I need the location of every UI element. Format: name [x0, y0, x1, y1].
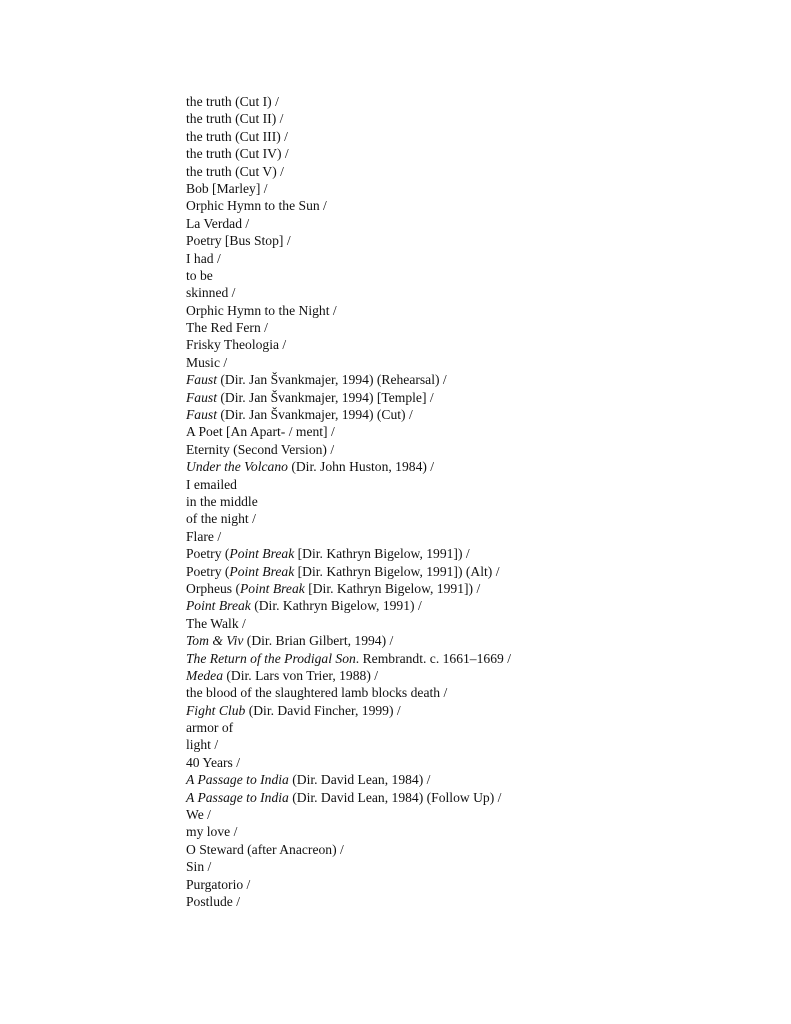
entry-text: A Poet [An Apart- / ment] / [186, 424, 335, 440]
contents-entry [186, 719, 511, 736]
entry-text: (Dir. Brian Gilbert, 1994) / [243, 633, 394, 649]
contents-entry [186, 650, 511, 667]
italic-title: Faust [186, 389, 217, 405]
entry-text: Music / [186, 354, 228, 370]
entry-text: (Dir. John Huston, 1984) / [287, 459, 435, 475]
italic-title: Point Break [186, 598, 251, 614]
contents-entry [186, 441, 511, 458]
entry-text: The Red Fern / [186, 320, 268, 336]
entry-text: [Dir. Kathryn Bigelow, 1991]) / [294, 546, 470, 562]
entry-text: the truth (Cut V) / [186, 163, 284, 179]
italic-title: Medea [186, 667, 223, 683]
entry-text: (Dir. David Fincher, 1999) / [245, 702, 401, 718]
contents-entry [186, 302, 511, 319]
contents-entry [186, 319, 511, 336]
contents-entry [186, 267, 511, 284]
contents-entry [186, 667, 511, 684]
italic-title: A Passage to India [186, 772, 289, 788]
italic-title: The Return of the Prodigal Son [186, 650, 356, 666]
contents-entry [186, 354, 511, 371]
entry-text: Postlude / [186, 893, 241, 909]
entry-text: the blood of the slaughtered lamb blocks death / [186, 685, 448, 701]
entry-text: of the night / [186, 511, 256, 527]
entry-text: to be [186, 267, 213, 283]
contents-entry [186, 789, 511, 806]
entry-text: Sin / [186, 859, 212, 875]
contents-entry [186, 406, 511, 423]
contents-entry [186, 806, 511, 823]
entry-text: (Dir. Jan Švankmajer, 1994) (Cut) / [216, 407, 413, 423]
entry-text: (Dir. David Lean, 1984) / [288, 772, 431, 788]
contents-entry [186, 754, 511, 771]
contents-entry [186, 493, 511, 510]
contents-entry [186, 597, 511, 614]
contents-list [186, 93, 511, 910]
contents-entry [186, 423, 511, 440]
contents-entry [186, 232, 511, 249]
contents-entry [186, 876, 511, 893]
contents-entry [186, 545, 511, 562]
contents-entry [186, 563, 511, 580]
contents-entry [186, 771, 511, 788]
contents-entry [186, 684, 511, 701]
entry-text: skinned / [186, 285, 236, 301]
italic-title: Tom & Viv [186, 633, 244, 649]
entry-text: Orphic Hymn to the Sun / [186, 198, 327, 214]
contents-entry [186, 336, 511, 353]
contents-entry [186, 858, 511, 875]
entry-text: O Steward (after Anacreon) / [186, 841, 344, 857]
entry-text: Poetry ( [186, 563, 230, 579]
italic-title: Point Break [239, 580, 305, 596]
entry-text: the truth (Cut II) / [186, 111, 284, 127]
entry-text: [Dir. Kathryn Bigelow, 1991]) (Alt) / [294, 563, 500, 579]
contents-entry [186, 197, 511, 214]
entry-text: We / [186, 807, 211, 823]
entry-text: La Verdad / [186, 215, 250, 231]
entry-text: Orpheus ( [186, 580, 240, 596]
entry-text: my love / [186, 824, 238, 840]
entry-text: I had / [186, 250, 221, 266]
entry-text: armor of [186, 720, 234, 736]
italic-title: Fight Club [186, 702, 246, 718]
contents-entry [186, 284, 511, 301]
contents-entry [186, 736, 511, 753]
entry-text: Bob [Marley] / [186, 180, 268, 196]
contents-entry [186, 180, 511, 197]
entry-text: 40 Years / [186, 754, 241, 770]
entry-text: Eternity (Second Version) / [186, 441, 335, 457]
contents-entry [186, 145, 511, 162]
italic-title: Under the Volcano [186, 459, 288, 475]
contents-entry [186, 163, 511, 180]
contents-entry [186, 528, 511, 545]
contents-entry [186, 510, 511, 527]
entry-text: (Dir. Jan Švankmajer, 1994) (Rehearsal) / [216, 372, 447, 388]
entry-text: (Dir. Lars von Trier, 1988) / [223, 667, 379, 683]
entry-text: the truth (Cut III) / [186, 128, 288, 144]
contents-entry [186, 458, 511, 475]
entry-text: (Dir. Jan Švankmajer, 1994) [Temple] / [216, 389, 434, 405]
contents-entry [186, 702, 511, 719]
entry-text: Purgatorio / [186, 876, 251, 892]
contents-entry [186, 110, 511, 127]
italic-title: Point Break [229, 546, 295, 562]
entry-text: Poetry [Bus Stop] / [186, 233, 291, 249]
entry-text: I emailed [186, 476, 237, 492]
contents-entry [186, 93, 511, 110]
contents-entry [186, 389, 511, 406]
contents-entry [186, 841, 511, 858]
entry-text: light / [186, 737, 219, 753]
entry-text: Orphic Hymn to the Night / [186, 302, 337, 318]
contents-entry [186, 615, 511, 632]
contents-entry [186, 250, 511, 267]
italic-title: Point Break [229, 563, 295, 579]
contents-entry [186, 476, 511, 493]
entry-text: the truth (Cut IV) / [186, 146, 289, 162]
italic-title: Faust [186, 372, 217, 388]
contents-entry [186, 371, 511, 388]
entry-text: (Dir. Kathryn Bigelow, 1991) / [250, 598, 422, 614]
entry-text: (Dir. David Lean, 1984) (Follow Up) / [288, 789, 502, 805]
entry-text: Frisky Theologia / [186, 337, 287, 353]
italic-title: Faust [186, 407, 217, 423]
entry-text: in the middle [186, 493, 258, 509]
entry-text: the truth (Cut I) / [186, 94, 279, 109]
entry-text: . Rembrandt. c. 1661–1669 / [355, 650, 511, 666]
contents-entry [186, 128, 511, 145]
contents-entry [186, 580, 511, 597]
entry-text: [Dir. Kathryn Bigelow, 1991]) / [304, 580, 481, 596]
entry-text: The Walk / [186, 615, 246, 631]
contents-entry [186, 632, 511, 649]
contents-entry [186, 215, 511, 232]
contents-entry [186, 823, 511, 840]
entry-text: Flare / [186, 528, 222, 544]
entry-text: Poetry ( [186, 546, 230, 562]
contents-entry [186, 893, 511, 910]
italic-title: A Passage to India [186, 789, 289, 805]
